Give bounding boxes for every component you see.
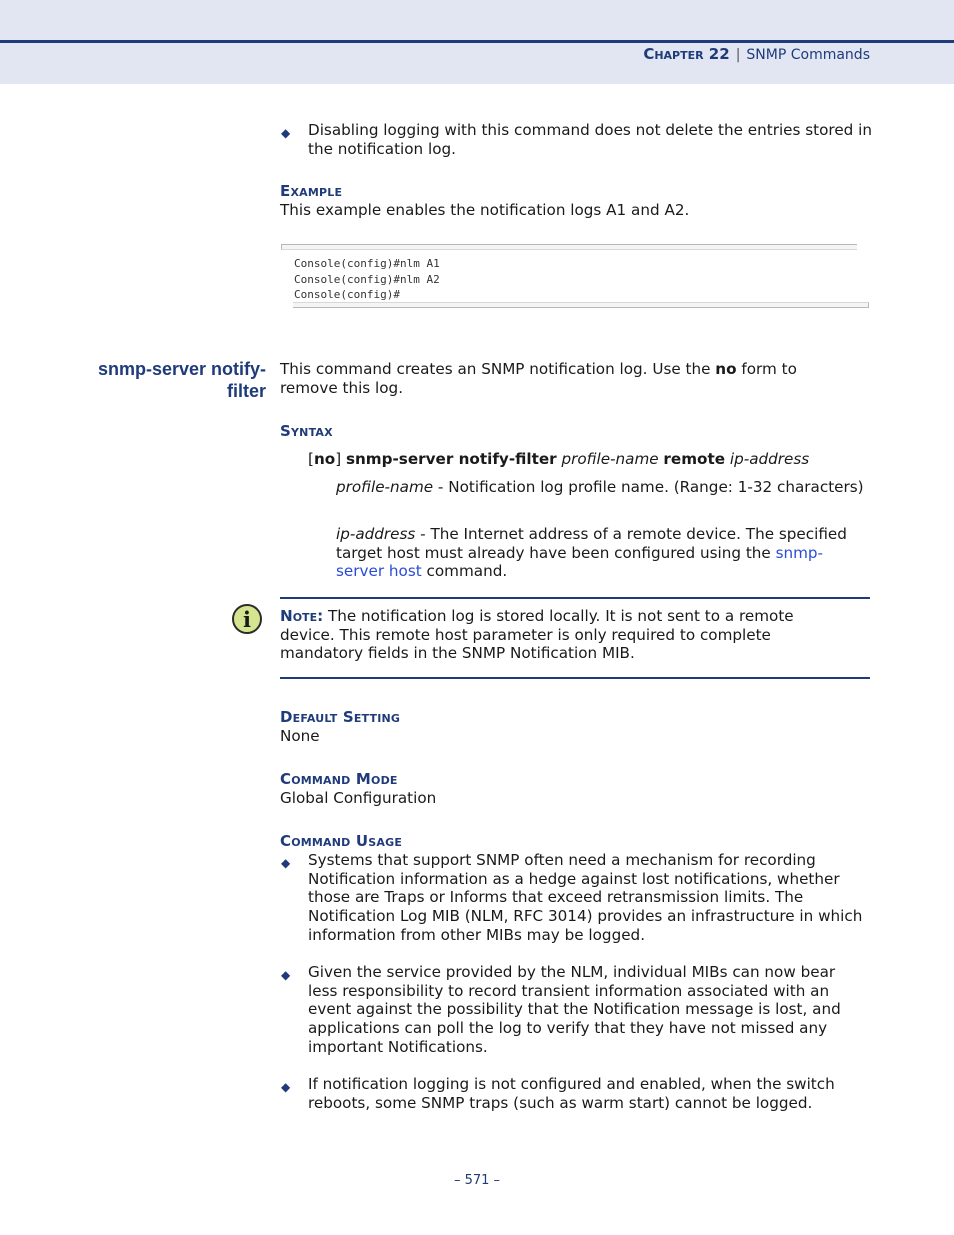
note-top-rule bbox=[280, 597, 870, 599]
description-text-end: form to remove this log. bbox=[280, 360, 797, 397]
param-desc: - The Internet address of a remote device. The specified target host must already have been configured using the bbox=[336, 525, 847, 562]
page-number: – 571 – bbox=[453, 1173, 501, 1188]
code-line: Console(config)#nlm A1 bbox=[294, 257, 440, 270]
header-rule bbox=[0, 40, 954, 43]
bullet-diamond-icon: ◆ bbox=[281, 856, 291, 870]
usage-bullet-3: If notification logging is not configured and enabled, when the switch reboots, some SNMP traps (such as warm start) cannot be logged. bbox=[308, 1075, 835, 1112]
syntax-no: no bbox=[313, 450, 336, 468]
command-mode-heading: Command Mode bbox=[280, 770, 398, 788]
note-label: Note: bbox=[280, 607, 324, 625]
bullet-diamond-icon: ◆ bbox=[281, 126, 291, 140]
chapter-label: Chapter 22 bbox=[643, 45, 730, 63]
syntax-heading: Syntax bbox=[280, 422, 333, 440]
syntax-command: snmp-server notify-filter bbox=[345, 450, 557, 468]
command-description bbox=[280, 360, 840, 397]
param-desc: - Notification log profile name. (Range: 1-32 characters) bbox=[433, 478, 864, 496]
code-line: Console(config)#nlm A2 bbox=[294, 273, 440, 286]
note-body: The notification log is stored locally. It is not sent to a remote device. This remote host parameter is only required to complete mandatory fields in the SNMP Notification MIB. bbox=[280, 607, 794, 663]
param-desc-end: command. bbox=[421, 562, 508, 581]
command-usage-heading: Command Usage bbox=[280, 832, 403, 850]
description-text: This command creates an SNMP notification log. Use the bbox=[280, 360, 716, 378]
command-title bbox=[98, 358, 266, 402]
syntax-remote-keyword: remote bbox=[663, 450, 726, 468]
code-line: Console(config)# bbox=[294, 288, 400, 301]
param-profile-name bbox=[336, 478, 868, 497]
bracket-close: ] bbox=[335, 450, 346, 468]
example-text: This example enables the notification logs A1 and A2. bbox=[280, 201, 690, 219]
bullet-diamond-icon: ◆ bbox=[281, 968, 291, 982]
section-label: SNMP Commands bbox=[746, 47, 870, 63]
usage-bullet-1: Systems that support SNMP often need a mechanism for recording Notification information as a hedge against lost notifications, whether those are Traps or Informs that exceed retransmission limits. The Notification Log MIB (NLM, RFC 3014) provides an infrastructure in which information from other MIBs may be logged. bbox=[308, 851, 863, 944]
syntax-arg-profile-name: profile-name bbox=[561, 450, 659, 468]
command-title-line2: filter bbox=[226, 381, 266, 401]
bullet-diamond-icon: ◆ bbox=[281, 1080, 291, 1094]
bracket-open: [ bbox=[308, 450, 314, 468]
code-block-bottom-border bbox=[293, 302, 869, 308]
note-text bbox=[280, 607, 840, 663]
info-icon: i bbox=[232, 604, 262, 634]
example-heading: Example bbox=[280, 182, 343, 200]
note-bottom-rule bbox=[280, 677, 870, 679]
code-block bbox=[281, 244, 868, 314]
param-ip-address bbox=[336, 525, 868, 581]
command-mode-value: Global Configuration bbox=[280, 789, 437, 807]
default-setting-heading: Default Setting bbox=[280, 708, 401, 726]
usage-bullet-2: Given the service provided by the NLM, individual MIBs can now bear less responsibility to record transient information associated with an event against the possibility that the Notification message is lost, and applications can poll the log to verify that they have not missed any important Notifications. bbox=[308, 963, 841, 1056]
top-bullet-text: Disabling logging with this command does not delete the entries stored in the notification log. bbox=[308, 121, 872, 158]
param-name: profile-name bbox=[336, 478, 434, 496]
code-block-top-border bbox=[281, 244, 857, 250]
no-keyword: no bbox=[715, 360, 737, 378]
running-header bbox=[643, 45, 870, 65]
snmp-server-host-link[interactable]: snmp-server host bbox=[336, 543, 824, 581]
syntax-line bbox=[308, 450, 868, 469]
syntax-arg-ip-address: ip-address bbox=[729, 450, 810, 468]
command-title-line1: snmp-server notify- bbox=[97, 359, 266, 379]
default-setting-value: None bbox=[280, 727, 320, 745]
param-name: ip-address bbox=[336, 525, 416, 543]
header-separator: | bbox=[735, 47, 741, 63]
